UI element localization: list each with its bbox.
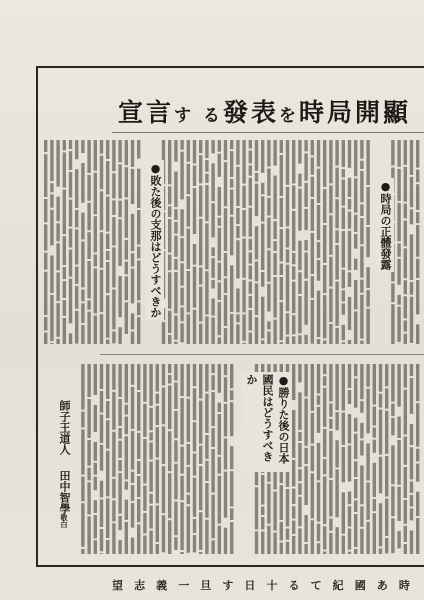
byline-author: 田中智學敬白 [58, 470, 71, 528]
footer-char: 十 [266, 579, 278, 592]
footer-char: 日 [244, 579, 256, 592]
footer-char: 旦 [200, 579, 212, 592]
mid-divider [100, 354, 424, 355]
footer-char: す [222, 579, 234, 592]
section-heading-3: ●勝りた後の日本國民はどうすべきか [242, 372, 292, 472]
body-text-top [40, 136, 424, 350]
headline: 宣言す る發表を時局開顯 [118, 98, 411, 127]
left-border [36, 66, 38, 566]
body-text-bottom [40, 360, 424, 560]
title-underline [112, 132, 424, 133]
footer-char: て [310, 579, 322, 592]
section-heading-2: ●敗た後の支那はどうすべきか [146, 160, 164, 320]
byline-org: 師子王道人 [58, 400, 71, 455]
footer-char: 時 [398, 579, 410, 592]
footer-char: 一 [178, 579, 190, 592]
footer-char: 志 [134, 579, 146, 592]
footer-char: 紀 [332, 579, 344, 592]
byline [44, 400, 72, 560]
footer-char: 國 [354, 579, 366, 592]
section-heading-1: ●時局の正體發露 [376, 178, 394, 272]
bottom-border [36, 565, 424, 567]
footer-char: る [288, 579, 300, 592]
footer-char: あ [376, 579, 388, 592]
footer-char: 義 [156, 579, 168, 592]
footer-banner [0, 574, 424, 596]
top-border [36, 66, 424, 68]
footer-char: 望 [112, 579, 123, 592]
